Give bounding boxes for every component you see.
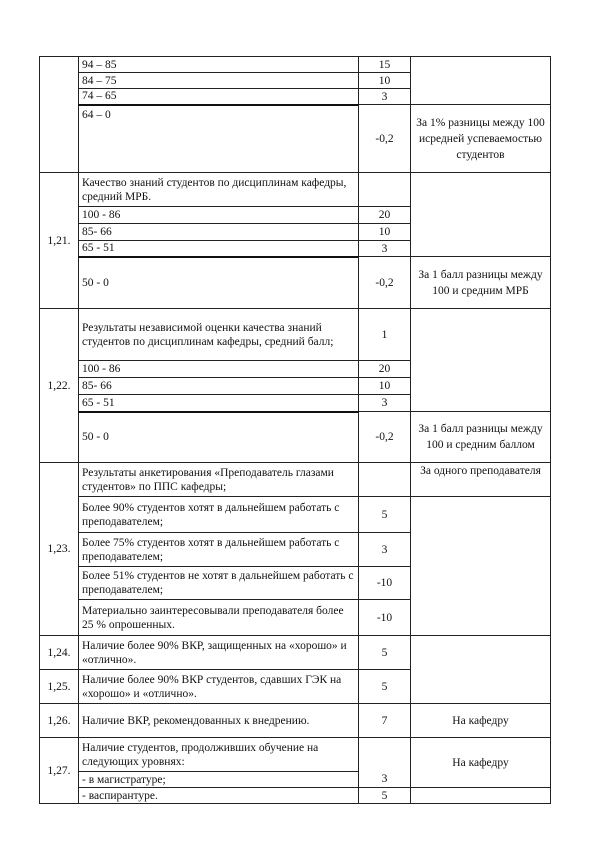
score-value-empty bbox=[359, 738, 411, 772]
score-value: 5 bbox=[359, 636, 411, 670]
range-label: 50 - 0 bbox=[79, 412, 359, 463]
scoring-note: За одного преподавателя bbox=[411, 463, 551, 497]
score-value: -0,2 bbox=[359, 257, 411, 309]
range-label: 94 – 85 bbox=[79, 57, 359, 73]
range-label: 50 - 0 bbox=[79, 257, 359, 309]
score-value: 5 bbox=[359, 670, 411, 704]
note-cell-empty bbox=[411, 309, 551, 412]
criterion-title: Качество знаний студентов по дисциплинам кафедры, средний МРБ. bbox=[79, 173, 359, 207]
sub-level-label: - в магистратуре; bbox=[79, 772, 359, 788]
survey-result: Более 90% студентов хотят в дальнейшем работать с преподавателем; bbox=[79, 497, 359, 533]
score-value: 3 bbox=[359, 395, 411, 412]
score-value: -10 bbox=[359, 600, 411, 636]
scoring-note: На кафедру bbox=[411, 704, 551, 738]
score-value-empty bbox=[359, 173, 411, 207]
criterion-index: 1,24. bbox=[40, 636, 79, 670]
range-label: 64 – 0 bbox=[79, 105, 359, 173]
range-label: 85- 66 bbox=[79, 224, 359, 241]
range-label: 100 - 86 bbox=[79, 361, 359, 378]
scoring-note: За 1 балл разницы между 100 и средним МРБ bbox=[411, 257, 551, 309]
score-value: 20 bbox=[359, 207, 411, 224]
criterion-title: Наличие ВКР, рекомендованных к внедрению. bbox=[79, 704, 359, 738]
criterion-title: Наличие студентов, продолживших обучение на следующих уровнях: bbox=[79, 738, 359, 772]
criterion-index: 1,23. bbox=[40, 463, 79, 636]
score-value: 10 bbox=[359, 224, 411, 241]
scoring-note: За 1% разницы между 100 исредней успеваемостью студентов bbox=[411, 105, 551, 173]
score-value: 1 bbox=[359, 309, 411, 361]
score-value: 7 bbox=[359, 704, 411, 738]
note-cell-empty bbox=[411, 788, 551, 804]
criterion-index: 1,26. bbox=[40, 704, 79, 738]
range-label: 74 – 65 bbox=[79, 89, 359, 105]
score-value: 10 bbox=[359, 378, 411, 395]
score-value: 5 bbox=[359, 788, 411, 804]
range-label: 84 – 75 bbox=[79, 73, 359, 89]
range-label: 85- 66 bbox=[79, 378, 359, 395]
criterion-title: Результаты анкетирования «Преподаватель глазами студентов» по ППС кафедры; bbox=[79, 463, 359, 497]
criterion-index: 1,27. bbox=[40, 738, 79, 804]
criterion-title: Наличие более 90% ВКР студентов, сдавших ГЭК на «хорошо» и «отлично». bbox=[79, 670, 359, 704]
score-value: -0,2 bbox=[359, 412, 411, 463]
criterion-title: Наличие более 90% ВКР, защищенных на «хорошо» и «отлично». bbox=[79, 636, 359, 670]
survey-result: Более 75% студентов хотят в дальнейшем работать с преподавателем; bbox=[79, 533, 359, 567]
survey-result: Более 51% студентов не хотят в дальнейшем работать с преподавателем; bbox=[79, 567, 359, 600]
note-cell-empty bbox=[411, 636, 551, 704]
score-value: 3 bbox=[359, 241, 411, 257]
index-cell-empty bbox=[40, 57, 79, 173]
note-cell-empty bbox=[411, 173, 551, 257]
criterion-index: 1,21. bbox=[40, 173, 79, 309]
score-value-empty bbox=[359, 463, 411, 497]
note-cell-empty bbox=[411, 497, 551, 636]
scoring-note: За 1 балл разницы между 100 и средним баллом bbox=[411, 412, 551, 463]
score-value: 20 bbox=[359, 361, 411, 378]
note-cell-empty bbox=[411, 57, 551, 105]
sub-level-label: - васпирантуре. bbox=[79, 788, 359, 804]
criterion-index: 1,22. bbox=[40, 309, 79, 463]
score-value: 15 bbox=[359, 57, 411, 73]
score-value: 3 bbox=[359, 533, 411, 567]
criteria-table bbox=[39, 56, 551, 804]
score-value: 5 bbox=[359, 497, 411, 533]
score-value: -0,2 bbox=[359, 105, 411, 173]
range-label: 100 - 86 bbox=[79, 207, 359, 224]
score-value: 3 bbox=[359, 772, 411, 788]
score-value: -10 bbox=[359, 567, 411, 600]
score-value: 10 bbox=[359, 73, 411, 89]
range-label: 65 - 51 bbox=[79, 395, 359, 412]
range-label: 65 - 51 bbox=[79, 241, 359, 257]
criterion-title: Результаты независимой оценки качества знаний студентов по дисциплинам кафедры, средний балл; bbox=[79, 309, 359, 361]
survey-result: Материально заинтересовывали преподавателя более 25 % опрошенных. bbox=[79, 600, 359, 636]
criterion-index: 1,25. bbox=[40, 670, 79, 704]
score-value: 3 bbox=[359, 89, 411, 105]
scoring-note: На кафедру bbox=[411, 738, 551, 788]
